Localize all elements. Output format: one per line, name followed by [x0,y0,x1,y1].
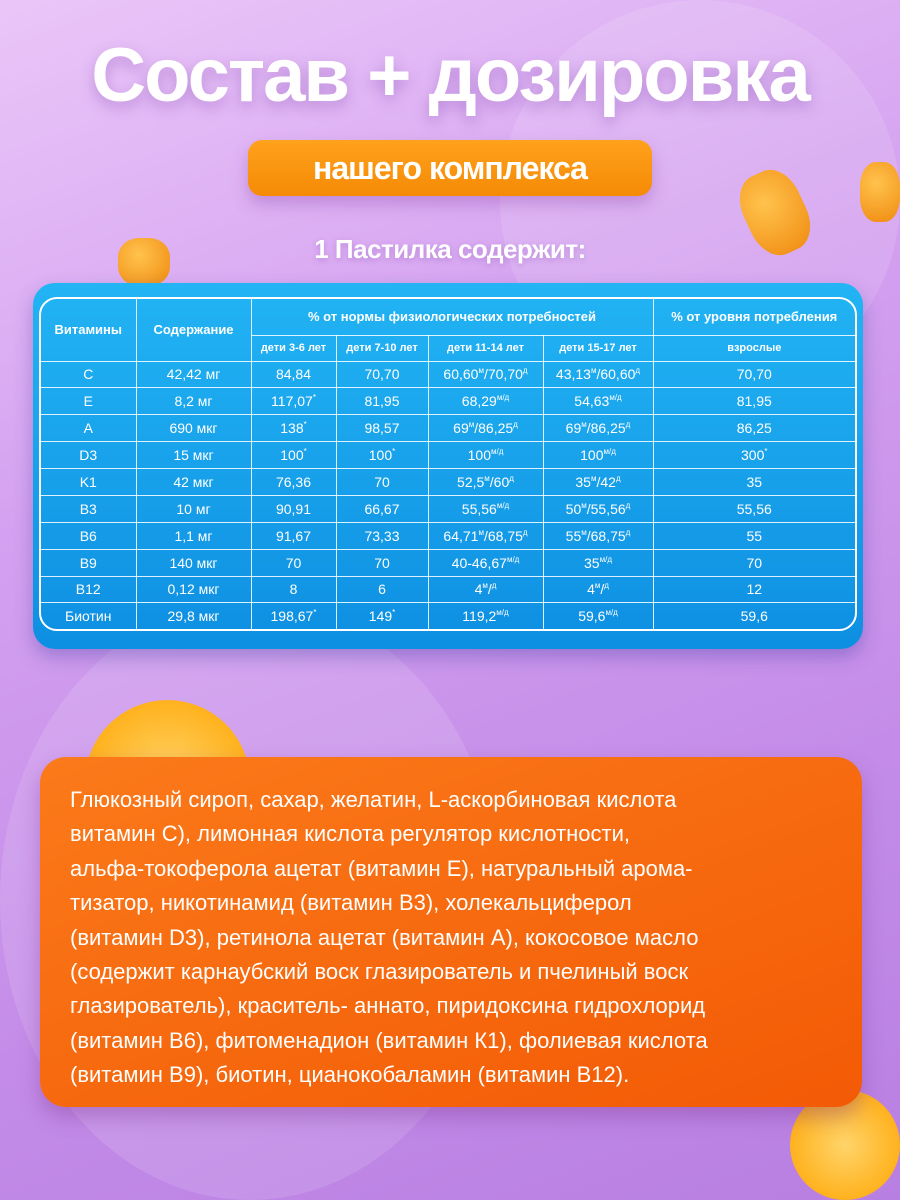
percent-value: 198,67 [270,608,314,625]
footnote-marker: м [478,527,484,537]
footnote-marker: * [312,393,316,403]
footnote-marker: д [522,366,528,376]
footnote-marker: м/д [599,554,612,564]
percent-cell [336,549,428,576]
vitamin-amount-cell: 690 мкг [136,415,251,442]
vitamin-name-cell: D3 [41,442,136,469]
percent-cell [336,415,428,442]
percent-value: /60,60 [596,366,636,383]
footnote-marker: м [581,420,587,430]
footnote-marker: м/д [506,554,520,564]
footnote-marker: м [594,581,601,591]
percent-value: /86,25 [586,420,626,437]
vitamin-amount-cell: 42 мкг [136,469,251,496]
percent-value: /70,70 [483,366,523,383]
percent-cell [336,361,428,388]
percent-cell [251,469,336,496]
percent-cell [543,522,653,549]
ingredients-line: глазирователь), краситель- аннато, пиридоксина гидрохлорид [70,993,706,1019]
footnote-marker: * [303,447,307,457]
percent-value: 90,91 [275,500,312,517]
percent-cell [336,603,428,629]
percent-value: 70,70 [364,366,400,383]
footnote-marker: д [509,473,514,483]
ingredients-line: (содержит карнаубский воск глазирователь и пчелиный воск [70,959,689,985]
vitamin-amount-cell: 42,42 мг [136,361,251,388]
percent-value: 52,5 [457,473,485,490]
percent-cell [336,576,428,603]
percent-cell [543,549,653,576]
percent-value: 81,95 [736,393,772,410]
ingredients-line: (витамин В9), биотин, цианокобаламин (витамин В12). [70,1062,630,1088]
percent-value: /60 [489,473,510,490]
percent-cell [543,495,653,522]
header-adult-group: % от уровня потребления [653,299,855,335]
footnote-marker: м/д [496,393,510,403]
gummy-bear-image [860,162,900,222]
percent-cell [251,603,336,629]
percent-value: 55,56 [736,500,772,517]
footnote-marker: д [615,473,621,483]
percent-cell [336,522,428,549]
vitamin-amount-cell: 1,1 мг [136,522,251,549]
percent-value: 8 [289,581,298,598]
header-content: Содержание [136,299,251,361]
table-row [41,603,855,629]
vitamin-name-cell: A [41,415,136,442]
percent-cell [336,469,428,496]
subtitle-pill: нашего комплекса [248,140,652,196]
ingredients-box [40,757,862,1107]
percent-cell [251,361,336,388]
percent-value: 35 [575,473,591,490]
vitamin-amount-cell: 15 мкг [136,442,251,469]
header-age-15-17: дети 15-17 лет [543,335,653,361]
ingredients-line: витамин С), лимонная кислота регулятор кислотности, [70,821,630,847]
percent-value: /42 [596,473,616,490]
percent-value: 55 [746,527,763,544]
percent-cell [653,442,855,469]
percent-cell [543,603,653,629]
percent-cell [543,388,653,415]
percent-cell [653,603,855,629]
percent-value: / [487,581,492,598]
table-row [41,388,855,415]
footnote-marker: д [513,420,518,430]
percent-value: 66,67 [364,500,400,517]
percent-cell [428,361,543,388]
ingredients-line: (витамин D3), ретинола ацетат (витамин А), кокосовое масло [70,924,699,950]
percent-value: 35 [746,473,763,490]
footnote-marker: м [478,366,484,376]
percent-cell [251,495,336,522]
percent-cell [428,442,543,469]
footnote-marker: м [581,500,587,510]
percent-value: 81,95 [364,393,400,410]
percent-cell [653,415,855,442]
percent-value: 91,67 [275,527,312,544]
percent-value: /68,75 [586,527,626,544]
page-title: Состав + дозировка [91,33,809,118]
footnote-marker: д [604,581,609,591]
vitamin-name-cell: Биотин [41,603,136,629]
percent-cell [653,576,855,603]
percent-cell [336,442,428,469]
percent-value: 117,07 [271,393,313,410]
percent-cell [428,469,543,496]
percent-cell [251,522,336,549]
percent-value: 59,6 [578,608,606,625]
header-age-7-10: дети 7-10 лет [336,335,428,361]
vitamin-table [41,299,855,629]
percent-value: 69 [565,420,582,437]
vitamin-name-cell: B3 [41,495,136,522]
header-norm-group: % от нормы физиологических потребностей [251,299,653,335]
table-row [41,442,855,469]
percent-cell [251,549,336,576]
percent-cell [653,549,855,576]
percent-value: 59,6 [740,608,768,625]
footnote-marker: д [522,527,528,537]
vitamin-name-cell: C [41,361,136,388]
percent-value: 98,57 [364,420,400,437]
percent-cell [336,388,428,415]
footnote-marker: м/д [496,608,509,618]
footnote-marker: м/д [496,500,510,510]
footnote-marker: * [303,420,307,430]
table-row [41,469,855,496]
percent-cell [653,522,855,549]
percent-value: 119,2 [462,608,497,625]
percent-value: 60,60 [443,366,479,383]
percent-value: /55,56 [586,500,626,517]
footnote-marker: * [313,608,317,618]
vitamin-name-cell: K1 [41,469,136,496]
percent-value: 138 [280,420,304,437]
vitamin-amount-cell: 10 мг [136,495,251,522]
percent-value: 4 [474,581,483,598]
percent-value: 6 [378,581,386,598]
percent-value: 149 [368,608,393,625]
footnote-marker: д [635,366,641,376]
percent-value: 70 [374,473,390,490]
percent-value: /86,25 [474,420,514,437]
percent-value: 76,36 [275,473,312,490]
ingredients-line: тизатор, никотинамид (витамин В3), холекальциферол [70,890,632,916]
percent-cell [543,361,653,388]
percent-cell [251,576,336,603]
footnote-marker: д [625,527,631,537]
percent-value: 100 [368,447,393,464]
footnote-marker: м [590,473,597,483]
percent-cell [251,442,336,469]
percent-cell [543,415,653,442]
percent-cell [543,576,653,603]
footnote-marker: м [484,473,490,483]
gummy-bear-image [118,238,170,286]
table-row [41,549,855,576]
percent-cell [428,522,543,549]
percent-value: 12 [746,581,763,598]
percent-cell [653,495,855,522]
percent-value: /68,75 [483,527,523,544]
percent-value: 4 [587,581,595,598]
header-age-11-14: дети 11-14 лет [428,335,543,361]
percent-value: / [600,581,605,598]
percent-value: 54,63 [574,393,610,410]
percent-cell [428,603,543,629]
percent-value: 84,84 [275,366,312,383]
footnote-marker: * [392,447,396,457]
percent-value: 68,29 [461,393,497,410]
percent-value: 73,33 [364,527,400,544]
percent-value: 55,56 [461,500,497,517]
ingredients-line: альфа-токоферола ацетат (витамин Е), натуральный арома- [70,855,693,881]
vitamin-amount-cell: 29,8 мкг [136,603,251,629]
percent-value: 55 [565,527,582,544]
percent-value: 300 [741,447,765,464]
percent-cell [428,495,543,522]
percent-value: 70 [374,554,390,571]
percent-value: 70 [746,554,763,571]
percent-value: 100 [280,447,304,464]
percent-cell [251,415,336,442]
percent-cell [428,415,543,442]
percent-cell [428,576,543,603]
footnote-marker: м [590,366,597,376]
vitamin-name-cell: B6 [41,522,136,549]
ingredients-line: (витамин В6), фитоменадион (витамин К1), фолиевая кислота [70,1027,708,1053]
table-row [41,361,855,388]
percent-value: 50 [565,500,582,517]
footnote-marker: м/д [609,393,622,403]
percent-value: 100 [467,447,491,464]
percent-cell [428,549,543,576]
percent-cell [653,361,855,388]
footnote-marker: м/д [490,447,504,457]
table-row [41,576,855,603]
vitamin-name-cell: B12 [41,576,136,603]
ingredients-line: Глюкозный сироп, сахар, желатин, L-аскорбиновая кислота [70,787,677,812]
percent-cell [653,388,855,415]
percent-value: 100 [580,447,604,464]
vitamin-name-cell: B9 [41,549,136,576]
footnote-marker: д [625,420,631,430]
percent-value: 43,13 [555,366,591,383]
percent-cell [543,469,653,496]
percent-value: 64,71 [443,527,479,544]
vitamin-table-card [33,283,863,649]
percent-value: 70 [285,554,302,571]
footnote-marker: м/д [603,447,616,457]
vitamin-amount-cell: 0,12 мкг [136,576,251,603]
footnote-marker: м [482,581,488,591]
table-row [41,522,855,549]
header-age-3-6: дети 3-6 лет [251,335,336,361]
percent-cell [336,495,428,522]
percent-value: 70,70 [736,366,772,383]
footnote-marker: * [764,447,768,457]
percent-value: 69 [453,420,469,437]
footnote-marker: д [491,581,497,591]
vitamin-name-cell: E [41,388,136,415]
footnote-marker: м [581,527,587,537]
vitamin-amount-cell: 8,2 мг [136,388,251,415]
ingredients-text [70,783,840,1093]
percent-cell [428,388,543,415]
footnote-marker: * [392,608,396,618]
table-row [41,495,855,522]
vitamin-amount-cell: 140 мкг [136,549,251,576]
serving-subtitle: 1 Пастилка содержит: [314,234,586,264]
header-vitamins: Витамины [41,299,136,361]
table-row [41,415,855,442]
footnote-marker: м/д [605,608,618,618]
header-adults: взрослые [653,335,855,361]
footnote-marker: м [468,420,475,430]
percent-cell [251,388,336,415]
percent-cell [543,442,653,469]
percent-value: 40-46,67 [451,554,507,571]
percent-cell [653,469,855,496]
percent-value: 86,25 [736,420,772,437]
percent-value: 35 [584,554,600,571]
footnote-marker: д [625,500,631,510]
